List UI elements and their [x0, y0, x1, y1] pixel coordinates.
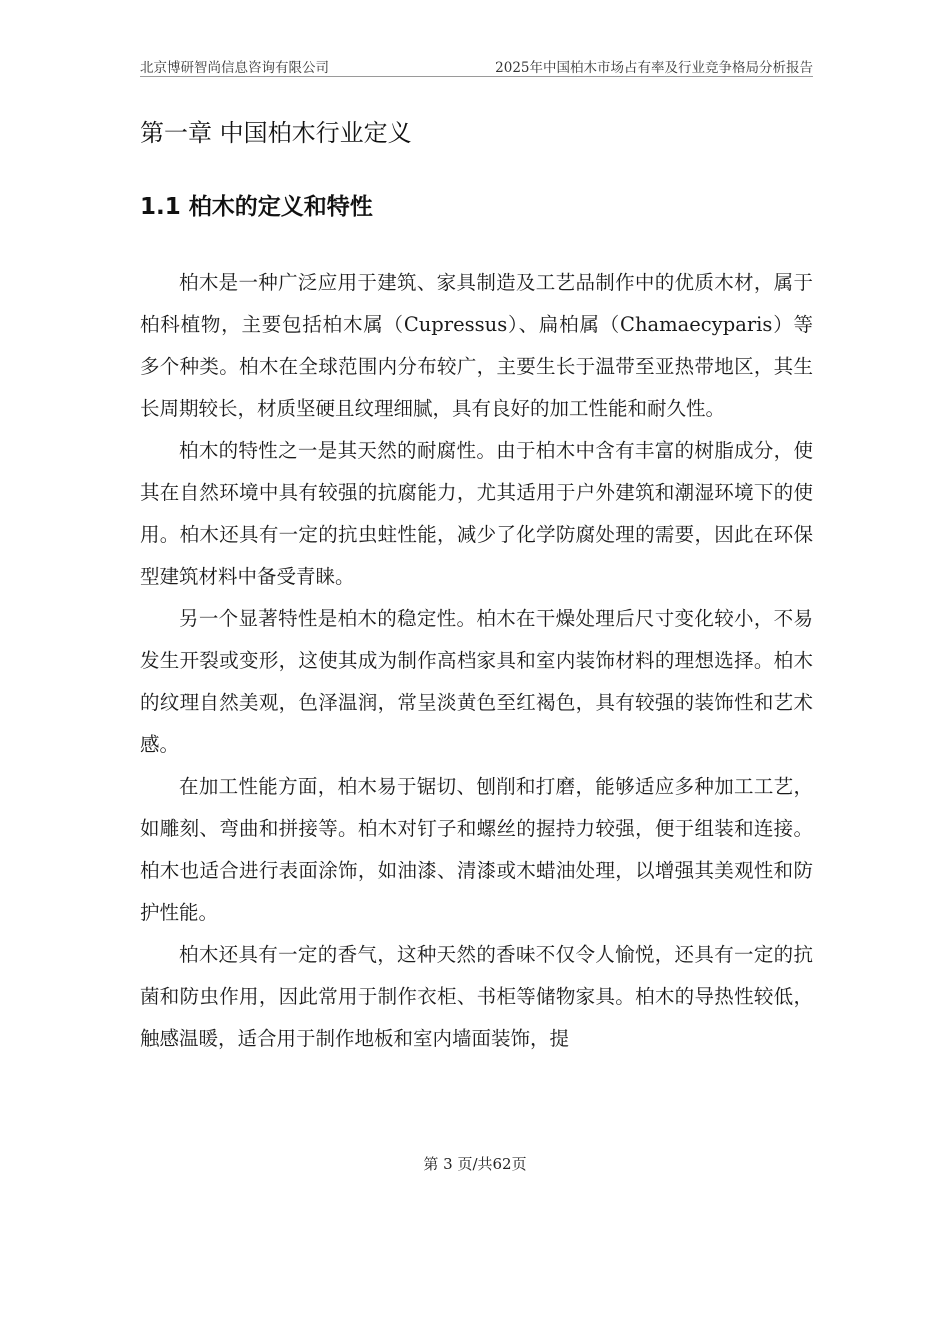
header-company-name: 北京博研智尚信息咨询有限公司: [140, 60, 329, 76]
paragraph: 另一个显著特性是柏木的稳定性。柏木在干燥处理后尺寸变化较小，不易发生开裂或变形，这使其成为制作高档家具和室内装饰材料的理想选择。柏木的纹理自然美观，色泽温润，常呈淡黄色至红褐色，具有较强的装饰性和艺术感。: [140, 607, 813, 756]
header-report-title: 2025年中国柏木市场占有率及行业竞争格局分析报告: [495, 60, 813, 76]
paragraph: 柏木的特性之一是其天然的耐腐性。由于柏木中含有丰富的树脂成分，使其在自然环境中具有较强的抗腐能力，尤其适用于户外建筑和潮湿环境下的使用。柏木还具有一定的抗虫蛀性能，减少了化学防腐处理的需要，因此在环保型建筑材料中备受青睐。: [140, 439, 813, 588]
chapter-title: 第一章 中国柏木行业定义: [140, 119, 412, 147]
page-number: 第 3 页/共62页: [423, 1155, 527, 1173]
paragraph: 在加工性能方面，柏木易于锯切、刨削和打磨，能够适应多种加工工艺，如雕刻、弯曲和拼接等。柏木对钉子和螺丝的握持力较强，便于组装和连接。柏木也适合进行表面涂饰，如油漆、清漆或木蜡油处理，以增强其美观性和防护性能。: [140, 775, 813, 924]
paragraph: 柏木是一种广泛应用于建筑、家具制造及工艺品制作中的优质木材，属于柏科植物，主要包括柏木属（Cupressus）、扁柏属（Chamaecyparis）等多个种类。柏木在全球范围内分布较广，主要生长于温带至亚热带地区，其生长周期较长，材质坚硬且纹理细腻，具有良好的加工性能和耐久性。: [140, 271, 813, 420]
paragraph: 柏木还具有一定的香气，这种天然的香味不仅令人愉悦，还具有一定的抗菌和防虫作用，因此常用于制作衣柜、书柜等储物家具。柏木的导热性较低，触感温暖，适合用于制作地板和室内墙面装饰，提: [140, 943, 813, 1050]
page-header: [140, 56, 813, 77]
body-text: [140, 262, 813, 1060]
page-footer: [0, 1153, 950, 1174]
section-title: 1.1 柏木的定义和特性: [140, 194, 373, 220]
